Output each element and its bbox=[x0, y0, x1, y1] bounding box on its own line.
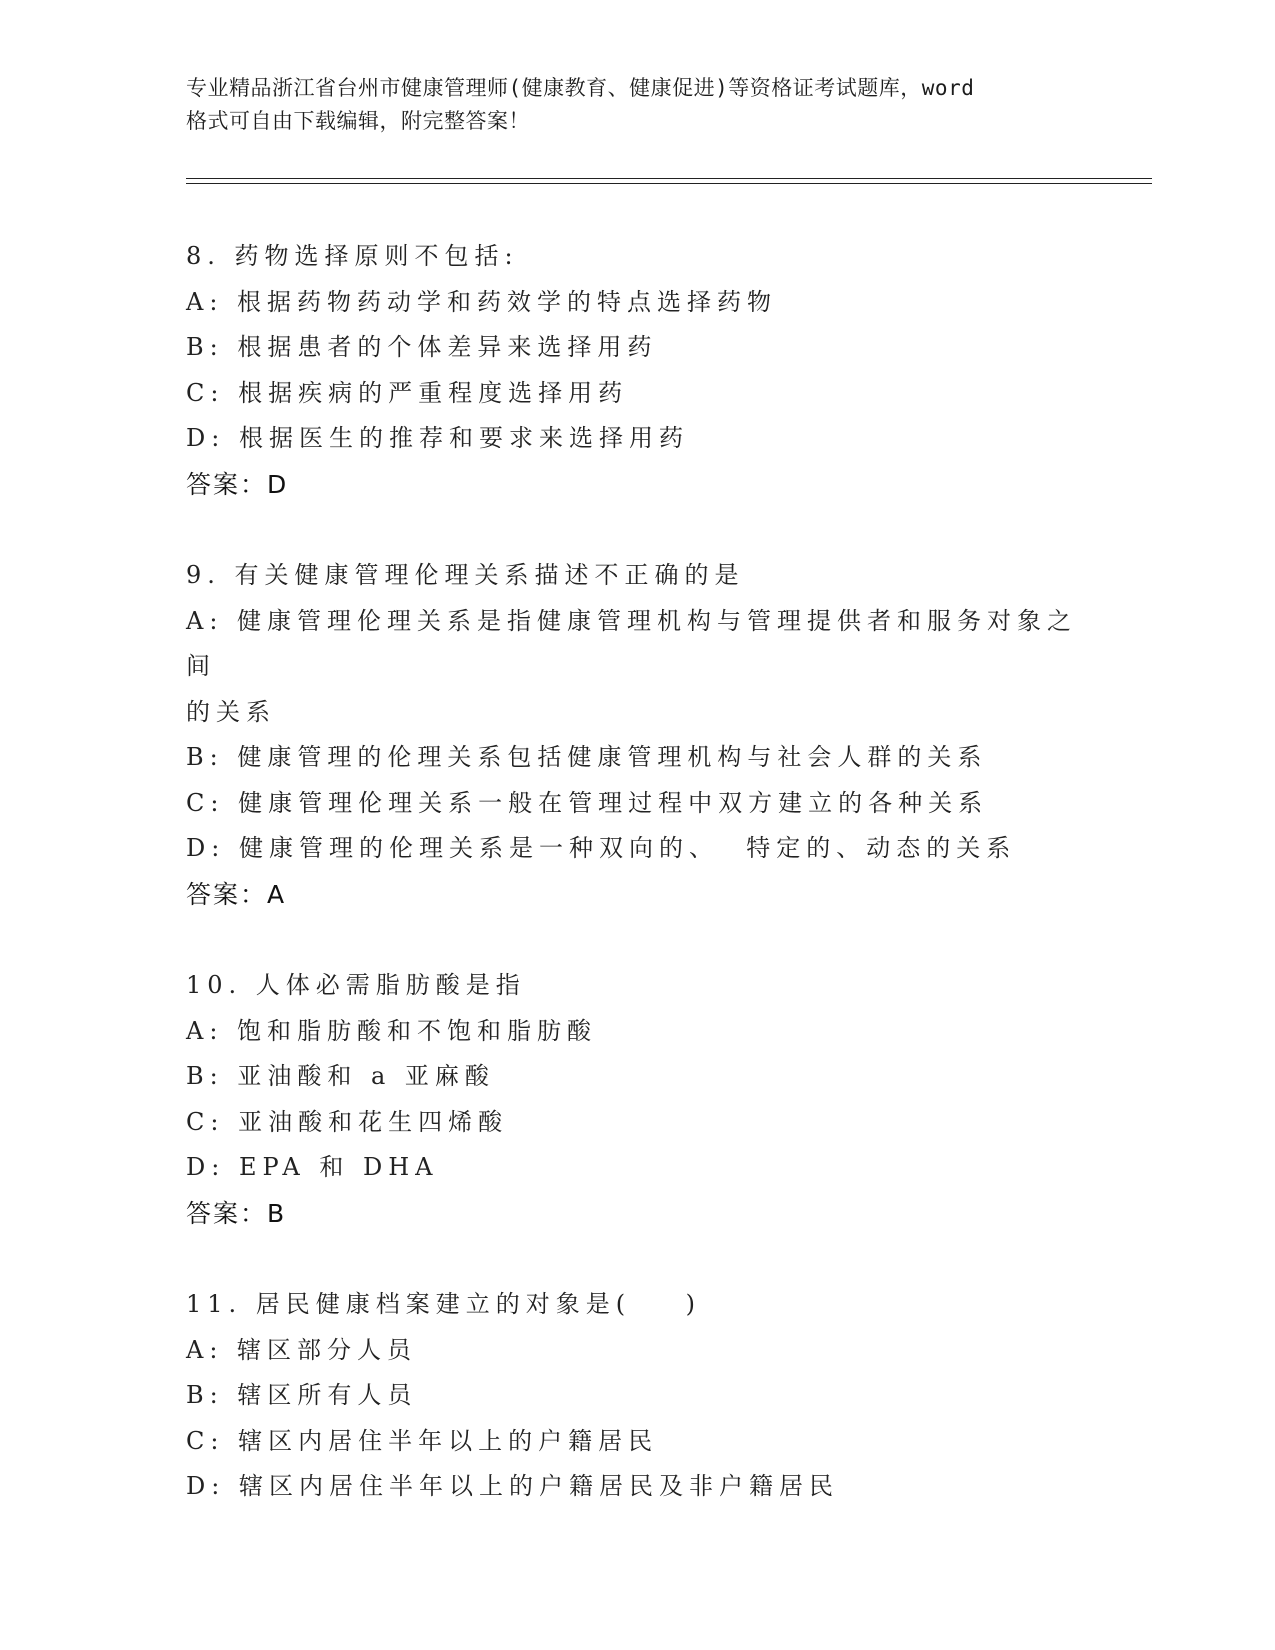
header-rule-bottom bbox=[186, 183, 1152, 184]
option-a-continued: 的关系 bbox=[186, 697, 276, 726]
header-line-1: 专业精品浙江省台州市健康管理师(健康教育、健康促进)等资格证考试题库，word bbox=[186, 76, 975, 100]
question-stem: 8. 药物选择原则不包括: bbox=[186, 242, 519, 270]
question-stem: 10. 人体必需脂肪酸是指 bbox=[186, 971, 526, 999]
document-header bbox=[186, 72, 1106, 138]
answer-line: 答案：B bbox=[186, 1198, 287, 1228]
option-a: A: 饱和脂肪酸和不饱和脂肪酸 bbox=[186, 1016, 598, 1045]
question-10 bbox=[186, 963, 1086, 1236]
option-b: B: 辖区所有人员 bbox=[186, 1381, 418, 1409]
answer-line: 答案：D bbox=[186, 469, 289, 499]
option-c: C: 亚油酸和花生四烯酸 bbox=[186, 1107, 509, 1136]
question-stem: 11. 居民健康档案建立的对象是( ) bbox=[186, 1290, 702, 1318]
header-rule-top bbox=[186, 178, 1152, 179]
question-9 bbox=[186, 553, 1086, 917]
option-b: B: 亚油酸和 a 亚麻酸 bbox=[186, 1062, 495, 1090]
option-c: C: 辖区内居住半年以上的户籍居民 bbox=[186, 1426, 659, 1455]
option-d: D: EPA 和 DHA bbox=[186, 1153, 439, 1181]
answer-line: 答案：A bbox=[186, 879, 287, 909]
option-d: D: 辖区内居住半年以上的户籍居民及非户籍居民 bbox=[186, 1472, 839, 1500]
question-stem: 9. 有关健康管理伦理关系描述不正确的是 bbox=[186, 561, 745, 589]
option-a: A: 健康管理伦理关系是指健康管理机构与管理提供者和服务对象之间 bbox=[186, 606, 1078, 680]
option-b: B: 健康管理的伦理关系包括健康管理机构与社会人群的关系 bbox=[186, 743, 988, 771]
option-b: B: 根据患者的个体差异来选择用药 bbox=[186, 333, 658, 361]
option-d: D: 健康管理的伦理关系是一种双向的、 特定的、动态的关系 bbox=[186, 834, 1017, 862]
option-a: A: 辖区部分人员 bbox=[186, 1335, 418, 1364]
option-d: D: 根据医生的推荐和要求来选择用药 bbox=[186, 424, 689, 452]
question-8 bbox=[186, 234, 1086, 507]
option-c: C: 健康管理伦理关系一般在管理过程中双方建立的各种关系 bbox=[186, 788, 989, 817]
option-c: C: 根据疾病的严重程度选择用药 bbox=[186, 378, 629, 407]
header-line-2: 格式可自由下载编辑，附完整答案！ bbox=[186, 109, 530, 133]
option-a: A: 根据药物药动学和药效学的特点选择药物 bbox=[186, 287, 778, 316]
question-11 bbox=[186, 1282, 1086, 1510]
question-list bbox=[186, 234, 1086, 1556]
